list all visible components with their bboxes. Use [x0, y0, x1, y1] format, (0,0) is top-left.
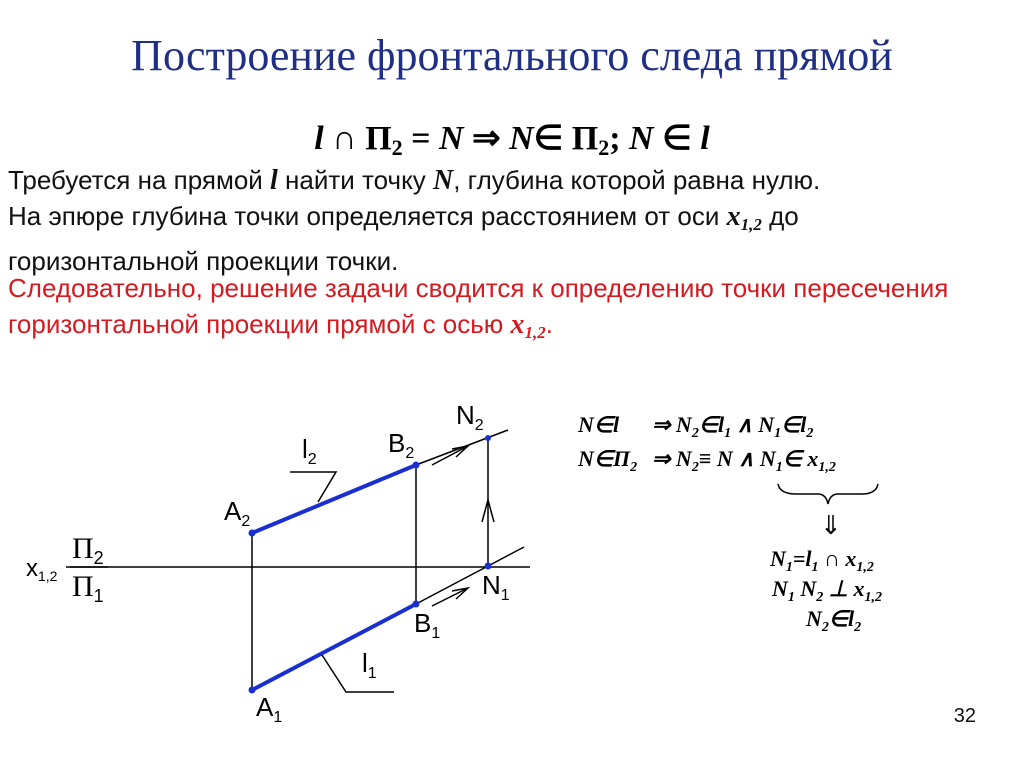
conclusion-3: $N_2\in l_2$: [806, 606, 862, 635]
label-a1: $A_1$: [256, 692, 283, 726]
label-pi1: $\Pi_1$: [72, 570, 104, 606]
var-l: l: [270, 165, 278, 196]
point-n2: [485, 435, 491, 441]
var-n: N: [433, 165, 454, 196]
formula-n-2: N: [509, 120, 534, 157]
formula-l: l: [314, 120, 324, 157]
label-n2: $N_2$: [456, 400, 484, 434]
implies-down-arrow: ⇓: [820, 510, 842, 540]
formula-sub-2: 2: [598, 135, 610, 160]
label-n1: $N_1$: [482, 570, 510, 604]
label-axis-x: $x_{1,2}$: [26, 555, 58, 584]
formula-cap: ∩: [323, 120, 366, 157]
point-b1: [413, 601, 420, 608]
label-b1: $B_1$: [414, 608, 441, 642]
label-l1: $l_1$: [362, 648, 377, 682]
relation-1: N∈l ⇒ $N_2\in l_1$ ∧ $N_1\in l_2$: [578, 412, 814, 441]
conclusion-paragraph: Следовательно, решение задачи сводится к определению точки пересечения горизонтальной проекции прямой с осью $x_{1,2}$.: [8, 273, 949, 342]
paragraph-2: На эпюре глубина точки определяется расстоянием от оси $x_{1,2}$ до горизонтальной проекции точки.: [8, 201, 799, 276]
formula-n-3: N: [629, 120, 654, 157]
leader-l1: [322, 655, 394, 692]
formula-l-2: l: [700, 120, 710, 157]
point-a2: [249, 530, 256, 537]
point-b2: [413, 462, 420, 469]
formula-in-2: ∈: [653, 120, 701, 157]
label-a2: $A_2$: [224, 496, 251, 530]
formula-pi: Π: [365, 120, 392, 157]
arrow-l2: [432, 446, 468, 465]
conclusion-2: $N_1$ $N_2$ ⊥ $x_{1,2}$: [772, 576, 882, 605]
leader-l2: [290, 472, 336, 502]
conclusions-block: [769, 546, 882, 635]
arrow-l1: [432, 588, 468, 606]
label-l2: $l_2$: [302, 434, 317, 468]
slide-title: Построение фронтального следа прямой: [131, 31, 893, 80]
formula-implies: ⇒: [463, 120, 510, 157]
formula-eq: =: [402, 120, 440, 157]
point-n1: [485, 563, 492, 570]
relation-2: $N\in\Pi_2$ ⇒ $N_2\equiv N$ ∧ $N_1\in$ $x_{1,2}$: [578, 446, 836, 475]
label-pi2: $\Pi_2$: [72, 532, 104, 568]
label-b2: $B_2$: [388, 428, 415, 462]
formula-n: N: [439, 120, 464, 157]
var-x-red: x: [510, 309, 525, 340]
segment-a1b1: [252, 604, 416, 690]
paragraph-1: Требуется на прямой l найти точку N, глубина которой равна нулю.: [8, 165, 821, 196]
brace: [778, 484, 878, 504]
conclusion-1: $N_1=l_1$ ∩ $x_{1,2}$: [770, 546, 874, 575]
formula-pi-2: Π: [571, 120, 599, 157]
page-number: 32: [953, 705, 976, 727]
var-x: x: [726, 201, 741, 232]
formula-in: ∈: [533, 120, 572, 157]
point-a1: [249, 687, 256, 694]
formula-sub: 2: [391, 135, 403, 160]
relations-block: [577, 412, 836, 476]
formula-semicolon: ;: [609, 120, 630, 157]
